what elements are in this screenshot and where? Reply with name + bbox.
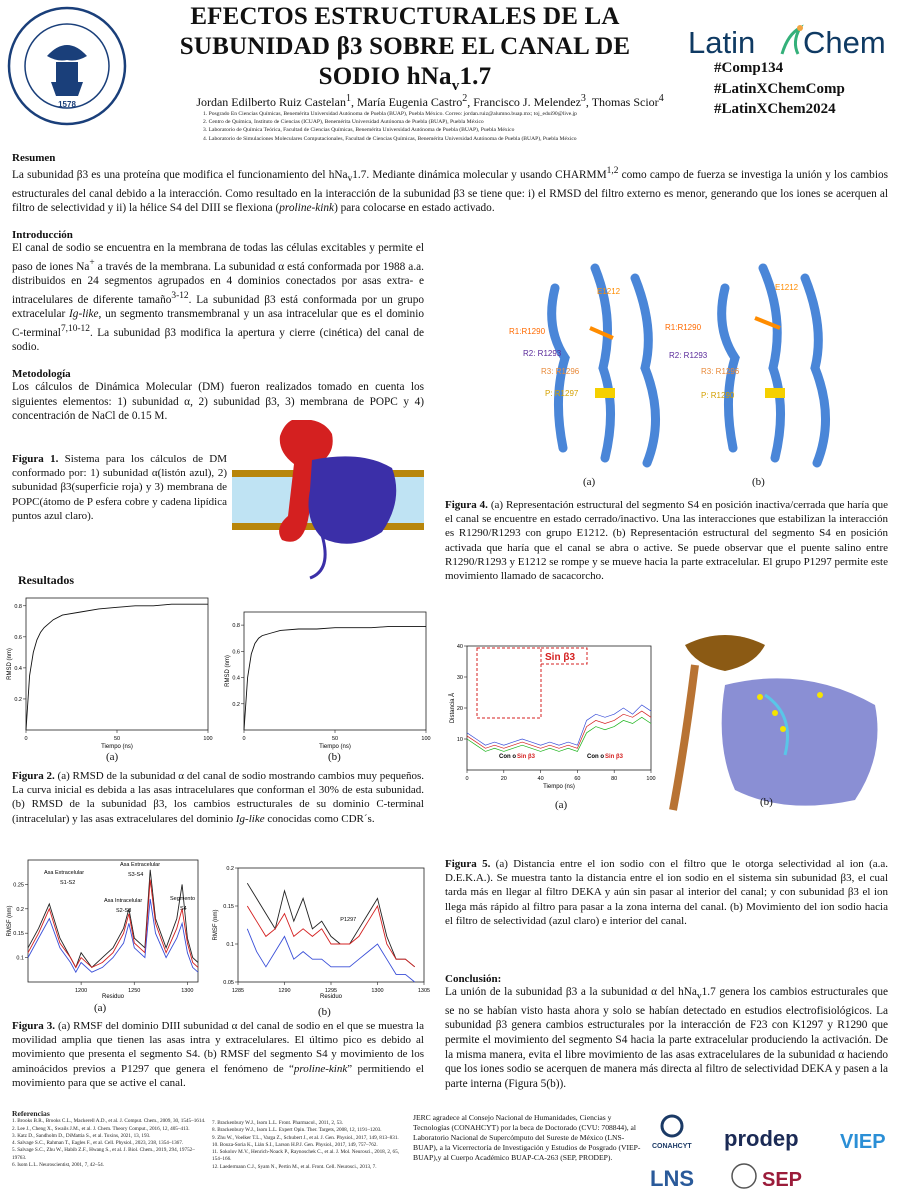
x-tick-label: 0 — [465, 776, 469, 782]
fig3-caption: Figura 3. (a) RMSF del dominio DIII subunidad α del canal de sodio en el que se muestra la movilidad amplia que tienen las asas intra y extracelulares. El último pico es debido al movimiento que presenta el segmento S4. (b) RMSF del segmento S4 y movimiento de los aminoácidos previos a P1297 que genera el fenómeno de “proline-kink” permitiendo el movimiento para que se active el canal. — [12, 1020, 424, 1089]
x-tick-label: 40 — [537, 776, 544, 782]
fig3b-annotation-p1297: P1297 — [340, 917, 357, 924]
author-list: Jordan Edilberto Ruiz Castelan$^1$, María Eugenia Castro$^2$, Francisco J. Melendez$^3$, Thomas Scior$^4$ — [196, 93, 664, 109]
references-right: 7. Brackenbury W.J., Isom L.L. Front. Pharmacol., 2011, 2, 53. 8. Brackenbury W.J., Isom L.L. Expert Opin. Ther. Targets, 2008, 12, 1191–1203. 9. Zhu W., Voelker T.L., Varga Z., Schubert J., et al. J. Gen. Physiol., 2017, 149, 813–831. 10. Bouza-Soria K., Lián S.I., Larson H.P.J. Gen. Physiol., 2017, 149, 757–762. 11. Sokolov M.V., Henrich-Noack P., Raynoschek C., et al. J. Mol. Neurosci., 2018, 2, 65, 154–166. 12. Laedermann C.J., Syam N., Pertin M., et al. Front. Cell. Neurosci., 2013, 7. — [212, 1120, 400, 1170]
fig3a-annotation-2: Asa Extracelular — [120, 862, 161, 868]
fig5a-distance-plot — [447, 640, 657, 790]
y-tick-label: 30 — [456, 675, 463, 681]
x-axis-label: Residuo — [101, 994, 125, 1000]
fig4b-label: (b) — [752, 476, 765, 488]
fig4a-p: P: R1297 — [545, 389, 579, 398]
fig3a-label: (a) — [94, 1002, 107, 1014]
svg-text:Latin: Latin — [688, 25, 756, 60]
y-tick-label: 0.1 — [16, 955, 24, 962]
fig3a-rmsf-plot — [4, 852, 204, 1000]
fig1-system-image — [232, 420, 424, 580]
series-line-1 — [467, 711, 651, 748]
y-tick-label: 0.05 — [223, 980, 234, 986]
y-tick-label: 0.4 — [232, 675, 240, 682]
fig3b-label: (b) — [318, 1006, 331, 1018]
x-tick-label: 100 — [421, 736, 431, 742]
x-tick-label: 50 — [113, 736, 121, 742]
y-tick-label: 0.2 — [16, 906, 24, 913]
y-tick-label: 0.6 — [14, 634, 22, 641]
fig2a-rmsd-plot — [4, 590, 216, 750]
fig3b-rmsf-plot — [210, 860, 432, 1000]
fig2a-label: (a) — [106, 751, 119, 763]
x-axis-label: Tiempo (ns) — [543, 784, 575, 790]
y-tick-label: 0.15 — [13, 931, 24, 938]
x-axis-label: Tiempo (ns) — [319, 744, 351, 750]
affiliations: 1. Posgrado En Ciencias Químicas, Benemérita Universidad Autónoma de Puebla (BUAP), Puebla México. Correo: jordan.ruiz@alumno.buap.mx; toj_edui90@live.jp 2. Centro de Química, Instituto de Ciencias (ICUAP), Benemérita Universidad Autónoma de Puebla (BUAP), Puebla México 3. Laboratorio de Química Teórica, Facultad de Ciencias Químicas, Benemérita Universidad Autónoma de Puebla (BUAP), Puebla México 4. Laboratorio de Simulaciones Moleculares Computacionales, Facultad de Ciencias Químicas, Benemérita Universidad Autónoma de Puebla (BUAP), Puebla México — [203, 111, 577, 142]
x-tick-label: 50 — [331, 736, 339, 742]
results-heading: Resultados — [18, 573, 75, 587]
x-tick-label: 80 — [611, 776, 618, 782]
y-tick-label: 0.2 — [226, 866, 234, 872]
y-tick-label: 40 — [456, 644, 463, 650]
x-axis-label: Residuo — [319, 994, 343, 1000]
fig4a-r3: R3: R1296 — [541, 367, 580, 376]
fig3a-annotation-3: S3-S4 — [128, 872, 144, 878]
series-line-0 — [26, 604, 208, 730]
abstract-heading: Resumen — [12, 152, 56, 164]
x-tick-label: 1295 — [324, 988, 338, 994]
x-tick-label: 100 — [203, 736, 213, 742]
fig4b-r3: R3: R1296 — [701, 367, 740, 376]
y-tick-label: 0.2 — [232, 701, 240, 708]
y-tick-label: 20 — [456, 706, 463, 712]
references-left: Referencias 1. Brooks B.R., Brooks C.L., Mackerell A.D., et al. J. Comput. Chem., 2009, 30, 1545–1614. 2. Lee J., Cheng X., Swails J.M., et al. J. Chem. Theory Comput., 2016, 12, 405–413. 3. Katz D., Sandholm D., DiMattia S., et al. Toxins, 2021, 13, 193. 4. Salvage S.C., Rahman T., Eagles F., et al. Cell. Physiol., 2023, 238, 1354–1367. 5. Salvage S.C., Zhu W., Habib Z.F., Hwang S., et al. J. Biol. Chem., 2019, 294, 19752–19763. 6. Isom L.L. Neuroscientist, 2001, 7, 42–54. — [12, 1109, 206, 1169]
plot-frame — [26, 598, 208, 730]
y-tick-label: 0.4 — [14, 665, 22, 672]
x-axis-label: Tiempo (ns) — [101, 744, 133, 750]
fig3a-annotation-0: Asa Extracelular — [44, 870, 85, 876]
x-tick-label: 0 — [24, 736, 28, 742]
intro-heading: Introducción — [12, 229, 73, 241]
plot-frame — [238, 868, 424, 982]
fig5a-sin-label: Sin β3 — [545, 652, 575, 663]
series-line-0 — [247, 883, 414, 967]
intro-section — [12, 229, 424, 354]
series-line-1 — [28, 880, 198, 968]
fig3a-annotation-6: Segmento — [170, 896, 196, 902]
x-tick-label: 1300 — [181, 988, 194, 994]
sponsor-logos — [650, 1110, 895, 1198]
intro-text: El canal de sodio se encuentra en la membrana de todas las células excitables y permite el paso de iones Na+ a través de la membrana. La subunidad α está conformada por 1988 a.a. distribuidos en 24 segmentos agrupados en 4 dominios conectados por asas extra- e intracelulares de diferente tamaño$^{3-12}$. La subunidad β3 está conformada por un grupo extracelular Ig-like, un segmento transmembranal y un asa intracelular que es el dominio C-terminal$^{7,10-12}$. La subunidad β3 modifica la apertura y cierre (cinética) del canal de sodio. — [12, 242, 425, 353]
fig5a-inset-box — [477, 648, 541, 718]
fig4b-p: P: R1290 — [701, 391, 735, 400]
y-tick-label: 0.1 — [226, 942, 234, 948]
y-axis-label: RMSF (nm) — [213, 909, 219, 941]
y-axis-label: Distancia Å — [450, 692, 456, 724]
x-tick-label: 1305 — [417, 988, 431, 994]
fig4a-r1: R1:R1290 — [509, 327, 546, 336]
fig3a-annotation-5: S2-S3 — [116, 908, 132, 914]
y-tick-label: 0.15 — [223, 904, 234, 910]
conclusion-section — [445, 973, 888, 1091]
fig5-caption: Figura 5. (a) Distancia entre el ion sodio con el filtro que le otorga selectividad al ion (a.a. D.E.K.A.). Se muestra tanto la distancia entre el ion sodio en el sistema sin subunidad β3, el cual tarda más en llegar al filtro DEKA y aún sin pasar al interior del canal; y con subunidad β3 el ion llega más rápido al filtro para pasar a la zona interna del canal. (b) Movimiento del ion sodio hacia el filtro de selectividad (azul claro) e interior del canal. — [445, 858, 888, 927]
university-seal-logo — [6, 4, 128, 128]
series-line-2 — [28, 899, 198, 972]
abstract-section — [12, 152, 888, 216]
y-axis-label: RMSD (nm) — [225, 655, 231, 687]
poster-title: EFECTOS ESTRUCTURALES DE LA SUBUNIDAD β3 SOBRE EL CANAL DE SODIO hNa$_v$1.7 — [179, 3, 631, 94]
y-tick-label: 0.6 — [232, 649, 240, 656]
fig4b-r1: R1:R1290 — [665, 323, 702, 332]
plot-frame — [244, 612, 426, 730]
fig5a-label: (a) — [555, 799, 568, 811]
x-tick-label: 20 — [500, 776, 507, 782]
fig5b-ion-movement — [665, 625, 890, 815]
x-tick-label: 1200 — [75, 988, 88, 994]
viep-logo: VIEP — [840, 1131, 886, 1153]
methods-heading: Metodología — [12, 368, 71, 380]
prodep-logo: prodep — [724, 1126, 799, 1151]
y-axis-label: RMSF (nm) — [7, 905, 13, 937]
fig5a-con2: Con o — [587, 754, 604, 760]
x-tick-label: 60 — [574, 776, 581, 782]
fig4b-e1212: E1212 — [775, 283, 799, 292]
y-tick-label: 10 — [456, 737, 463, 743]
x-tick-label: 1285 — [231, 988, 245, 994]
fig2b-rmsd-plot — [222, 590, 434, 750]
fig4-caption: Figura 4. (a) Representación estructural del segmento S4 en posición inactiva/cerrada que haría que el canal se encuentre en estado cerrado/inactivo. Una las interacciones que estabilizan la interacción es R1290/R1293 con grupo E1212. (b) Representación estructural del segmento S4 en posición activada que haría que el canal se abra o active. Se puede observar que el puente salino entre R1290/R1293 y E1212 se rompe y se mueve hacia la parte extracelular. El grupo P1297 permite este movimiento llamado de sacacorcho. — [445, 499, 888, 583]
y-tick-label: 0.8 — [232, 623, 240, 630]
lns-logo: LNS — [650, 1166, 694, 1191]
acknowledgement-text: JERC agradece al Consejo Nacional de Humanidades, Ciencias y Tecnologías (CONAHCYT) por la beca de Doctorado (CVU: 708844), al Laboratorio Nacional de Supercómputo del Sureste de México (LNS-BUAP), a la Vicerrectoría de Investigación y Estudios de Posgrado (VIEP-BUAP),y al Cuerpo Académico BUAP-CA-263 (SEP, PRODEP). — [413, 1113, 641, 1162]
methods-section — [12, 368, 424, 424]
series-line-0 — [244, 626, 426, 730]
seal-year: 1578 — [58, 100, 76, 109]
conclusion-heading: Conclusión: — [445, 973, 502, 985]
fig3a-annotation-7: S4 — [180, 906, 187, 912]
methods-text: Los cálculos de Dinámica Molecular (DM) fueron realizados tomado en cuenta los siguientes elementos: 1) subunidad α, 2) subunidad β3, 3) membrana de POPC y 4) concentración de NaCl de 0.15 M. — [12, 381, 424, 423]
series-line-2 — [467, 717, 651, 751]
fig4b-r2: R2: R1293 — [669, 351, 708, 360]
fig4a-label: (a) — [583, 476, 596, 488]
fig2-caption: Figura 2. (a) RMSD de la subunidad α del canal de sodio mostrando cambios muy pequeños. La curva inicial es debida a las asas intracelulares que conforman el 30% de esta subunidad. (b) RMSD de la subunidad β3, los cambios estructurales de su dominio C-terminal (intracelular) y las asas extracelulares del dominio Ig-like conocidas como CDR´s. — [12, 770, 425, 825]
conclusion-text: La unión de la subunidad β3 a la subunidad α del hNa$_v$1.7 genera los cambios estructurales que se no se habían visto hasta ahora y solo se habían detectado en estudios electrofisiológicos. La subunidad β3 genera cambios estructurales por la interacción de F23 con K1297 y R1290 que permite el movimiento del segmento S4 hacia la parte extracelular produciendo la activación. De la misma manera, evita el libre movimiento de las asas extracelulares de la subunidad α haciendo que los iones sodio se acerquen de manera más directa al filtro de selectividad DEKA y pasen a la parte interna (Figura 5(b)). — [445, 986, 888, 1090]
conahcyt-logo: CONAHCYT — [652, 1143, 692, 1150]
sep-logo: SEP — [762, 1169, 803, 1191]
x-tick-label: 1290 — [278, 988, 291, 994]
y-tick-label: 0.2 — [14, 696, 22, 703]
y-tick-label: 0.25 — [13, 882, 24, 889]
svg-text:Chem: Chem — [803, 25, 886, 60]
hashtags: #Comp134 #LatinXChemComp #LatinXChem2024 — [714, 60, 845, 117]
y-tick-label: 0.8 — [14, 603, 22, 610]
series-line-0 — [467, 705, 651, 745]
fig3a-annotation-4: Asa Intracelular — [104, 898, 143, 904]
x-tick-label: 1300 — [371, 988, 384, 994]
fig4a-e1212: E1212 — [597, 287, 621, 296]
fig5a-sin1: Sin β3 — [517, 754, 535, 760]
y-axis-label: RMSD (nm) — [7, 648, 13, 680]
fig2b-label: (b) — [328, 751, 341, 763]
fig3a-annotation-1: S1-S2 — [60, 880, 76, 886]
fig5a-con1: Con o — [499, 754, 516, 760]
x-tick-label: 0 — [242, 736, 246, 742]
fig1-caption: Figura 1. Sistema para los cálculos de DM conformado por: 1) subunidad α(listón azul), 2) subunidad β3(superficie roja) y 3) membrana de POPC(átomo de P esfera cobre y cadena lipídica puntos azul claro). — [12, 453, 227, 522]
fig4-s4-structures — [505, 258, 885, 478]
x-tick-label: 1250 — [128, 988, 141, 994]
fig4a-r2: R2: R1293 — [523, 349, 562, 358]
x-tick-label: 100 — [646, 776, 656, 782]
fig5b-label: (b) — [760, 796, 773, 808]
fig5a-sin2: Sin β3 — [605, 754, 623, 760]
abstract-text: La subunidad β3 es una proteína que modifica el funcionamiento del hNa$_v$1.7. Mediante dinámica molecular y usando CHARMM$^{1,2}$ como campo de fuerza se investiga la unión y los cambios estructurales del canal debido a la interacción. Como resultado en la interacción de la subunidad β3 se tiene que: i) el RMSD del filtro externo es menor, generando que los iones se acerquen al filtro de selectividad y ii) la hélice S4 del DIII se flexiona (proline-kink) para colocarse en estado activado. — [12, 166, 889, 215]
